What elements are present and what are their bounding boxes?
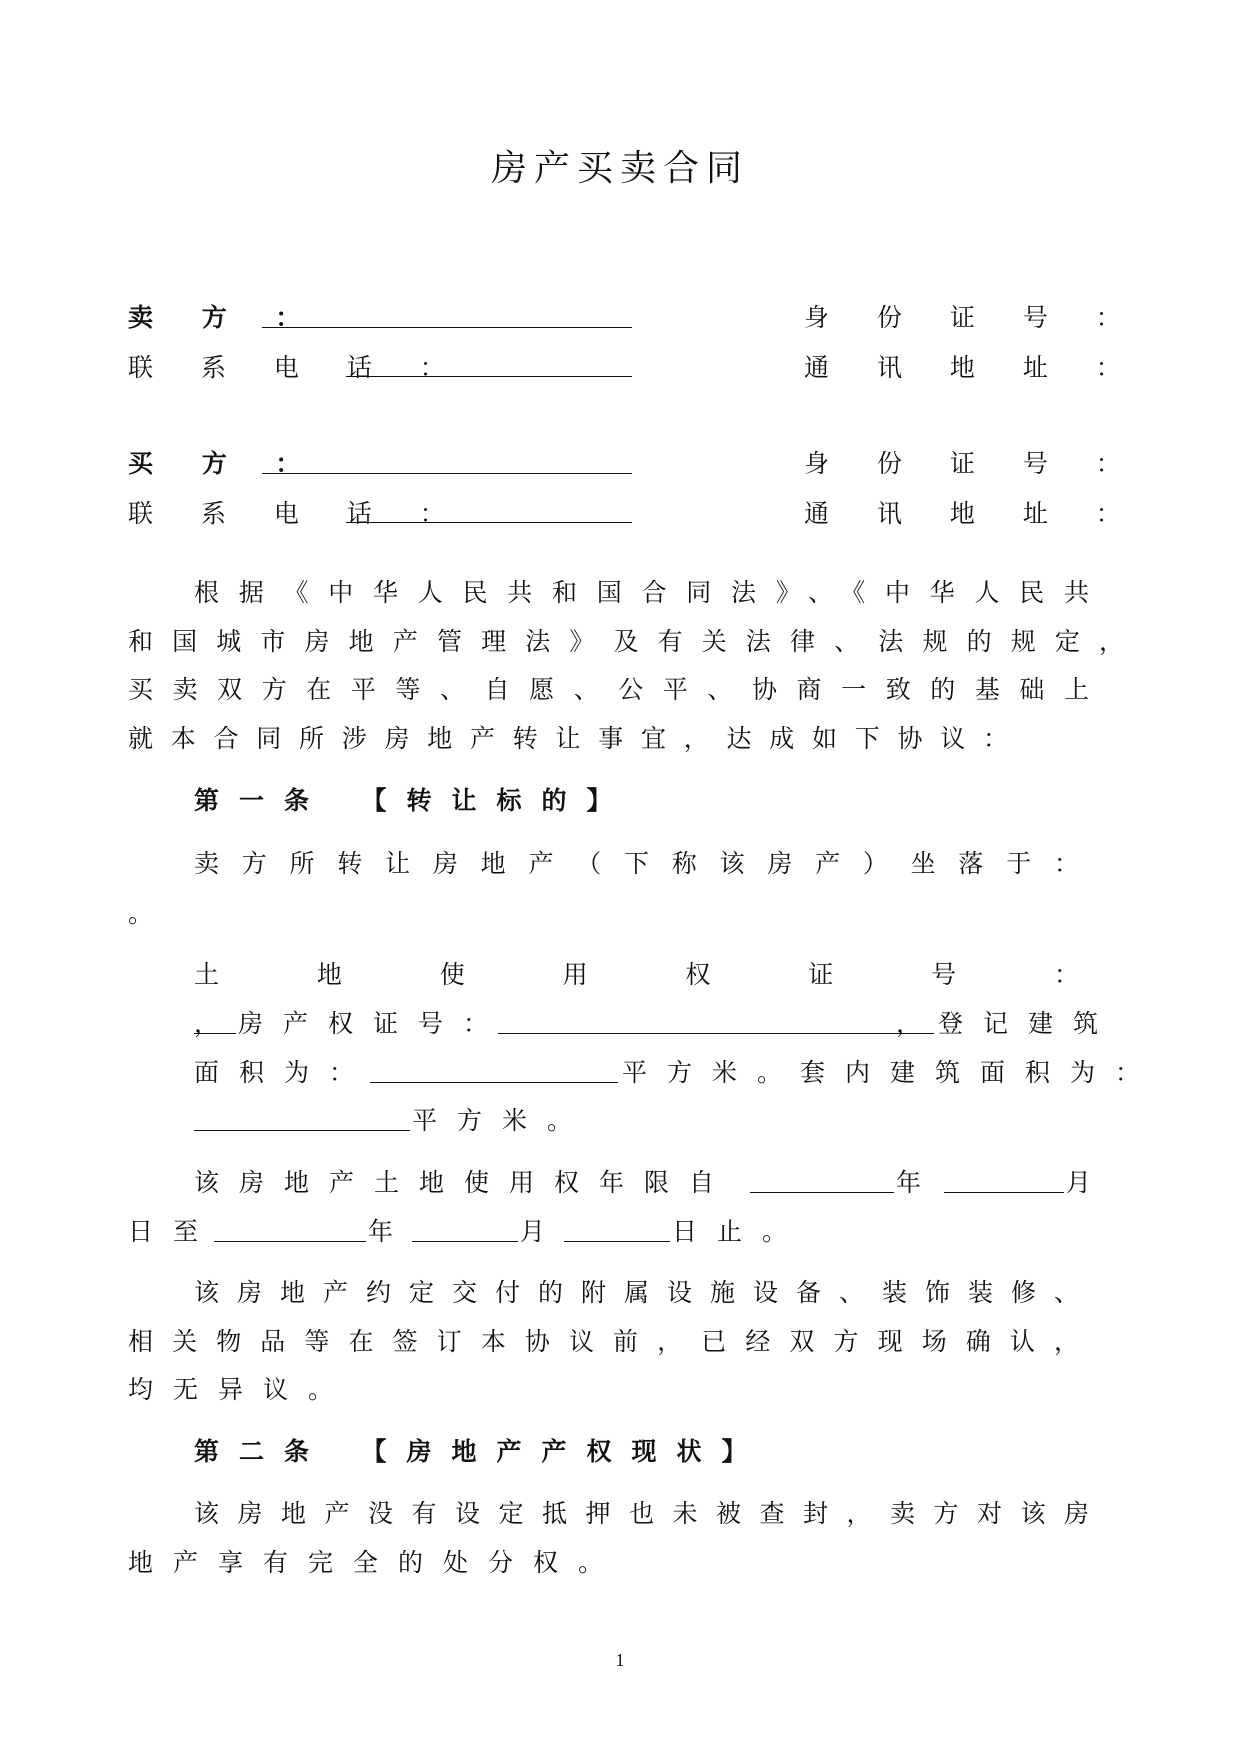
seller-id-label: 身 份 证 号 ： (804, 303, 1141, 332)
buyer-phone-label: 联 系 电 话 ： (128, 499, 465, 528)
term-start-year-blank[interactable] (750, 1192, 894, 1193)
term-start-month-blank[interactable] (944, 1192, 1064, 1193)
article1-heading: 第一条 【转让标的】 (194, 786, 632, 815)
term-year-label: 年 (896, 1168, 942, 1197)
inner-area-blank[interactable] (194, 1130, 410, 1131)
term-day-to: 日至 (128, 1217, 219, 1246)
facilities-line-3: 均无异议。 (128, 1375, 354, 1404)
term-end-day-blank[interactable] (564, 1241, 670, 1242)
land-cert-blank[interactable] (194, 1033, 236, 1034)
inner-area-unit: 平方米。 (412, 1106, 593, 1135)
area-unit: 平方米。 (622, 1058, 803, 1087)
seller-phone-blank[interactable] (346, 376, 632, 377)
facilities-line-1: 该房地产约定交付的附属设施设备、装饰装修、 (194, 1278, 1079, 1307)
term-month-label: 月 (1066, 1168, 1092, 1197)
buyer-id-label: 身 份 证 号 ： (804, 449, 1141, 478)
term-end-month-blank[interactable] (412, 1241, 518, 1242)
seller-address-label: 通 讯 地 址 ： (804, 353, 1141, 382)
preamble-line-4: 就本合同所涉房地产转让事宜，达成如下协议： (128, 724, 1008, 753)
term-end-month-label: 月 (520, 1217, 566, 1246)
page-number: 1 (615, 1650, 625, 1670)
buyer-phone-blank[interactable] (346, 522, 632, 523)
preamble-line-2: 和国城市房地产管理法》及有关法律、法规的规定， (128, 627, 1124, 656)
land-cert-line: 土地使用权证号： (194, 960, 1079, 989)
article2-line-1: 该房地产没有设定抵押也未被查封，卖方对该房 (194, 1499, 1089, 1528)
reg-area-label: 登记建筑 (938, 1009, 1119, 1038)
term-prefix: 该房地产土地使用权年限自 (194, 1168, 735, 1197)
preamble-line-3: 买卖双方在平等、自愿、公平、协商一致的基础上 (128, 675, 1089, 704)
seller-phone-label: 联 系 电 话 ： (128, 353, 465, 382)
seller-label: 卖 方 ： (128, 303, 321, 332)
area-label: 面积为： (194, 1058, 375, 1087)
inner-area-label: 套内建筑面积为： (800, 1058, 1161, 1087)
buyer-address-label: 通 讯 地 址 ： (804, 499, 1141, 528)
facilities-line-2: 相关物品等在签订本协议前，已经双方现场确认， (128, 1327, 1079, 1356)
area-blank[interactable] (370, 1082, 618, 1083)
location-end: 。 (128, 899, 174, 928)
article2-line-2: 地产享有完全的处分权。 (128, 1548, 624, 1577)
article2-heading: 第二条 【房地产产权现状】 (194, 1437, 767, 1466)
buyer-name-blank[interactable] (262, 473, 632, 474)
buyer-label: 买 方 ： (128, 449, 321, 478)
term-end-year-label: 年 (368, 1217, 414, 1246)
land-cert-comma: ， (194, 1009, 220, 1038)
location-line: 卖方所转让房地产（下称该房产）坐落于： (194, 849, 1079, 878)
property-cert-comma: ， (896, 1009, 922, 1038)
document-title: 房产买卖合同 (490, 148, 749, 189)
property-cert-label: 房产权证号： (238, 1009, 509, 1038)
seller-name-blank[interactable] (262, 327, 632, 328)
term-end-year-blank[interactable] (214, 1241, 366, 1242)
preamble-line-1: 根据《中华人民共和国合同法》、《中华人民共 (194, 578, 1089, 607)
term-day-end: 日止。 (672, 1217, 808, 1246)
property-cert-blank[interactable] (498, 1033, 934, 1034)
